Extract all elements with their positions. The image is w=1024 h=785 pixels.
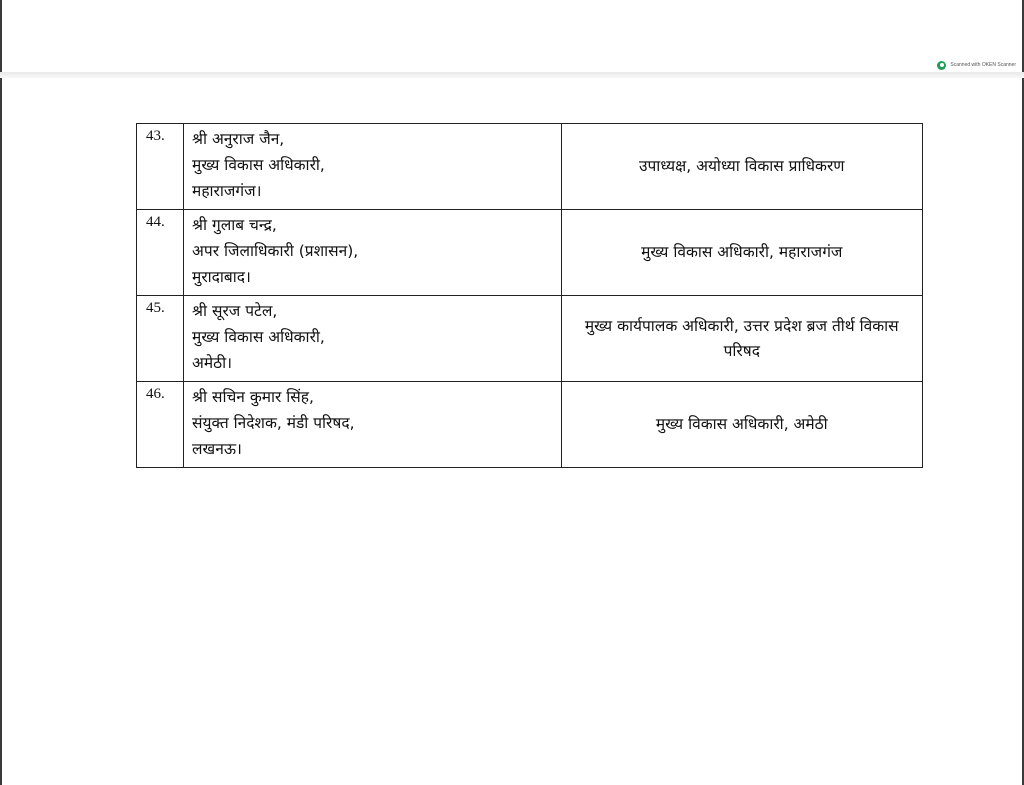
officer-location: मुरादाबाद। (192, 268, 251, 286)
serial-number: 44. (137, 210, 184, 296)
officer-details (184, 382, 561, 468)
scanner-logo-icon (937, 61, 946, 70)
new-post-text: मुख्य कार्यपालक अधिकारी, उत्तर प्रदेश ब्रज तीर्थ विकास परिषद (584, 316, 899, 360)
new-post-text: मुख्य विकास अधिकारी, अमेठी (655, 415, 828, 433)
officer-designation: संयुक्त निदेशक, मंडी परिषद, (192, 414, 355, 432)
table-row (137, 382, 923, 468)
new-post-text: उपाध्यक्ष, अयोध्या विकास प्राधिकरण (639, 157, 845, 175)
serial-number: 45. (137, 296, 184, 382)
officer-details (184, 296, 561, 382)
table-row (137, 124, 923, 210)
officer-designation: अपर जिलाधिकारी (प्रशासन), (192, 242, 359, 260)
officer-location: अमेठी। (192, 354, 233, 372)
new-post-text: मुख्य विकास अधिकारी, महाराजगंज (641, 243, 843, 261)
officer-name: श्री अनुराज जैन, (192, 130, 285, 148)
new-post (561, 296, 922, 382)
officer-designation: मुख्य विकास अधिकारी, (192, 156, 325, 174)
officer-name: श्री गुलाब चन्द्र, (192, 216, 277, 234)
new-post (561, 382, 922, 468)
table-row (137, 296, 923, 382)
table-row (137, 210, 923, 296)
scanner-watermark (937, 59, 1016, 71)
officer-name: श्री सचिन कुमार सिंह, (192, 388, 314, 406)
page-top-edge (0, 72, 1024, 78)
officer-designation: मुख्य विकास अधिकारी, (192, 328, 325, 346)
officer-location: महाराजगंज। (192, 182, 262, 200)
new-post (561, 210, 922, 296)
new-post (561, 124, 922, 210)
scanner-watermark-text: Scanned with OKEN Scanner (950, 62, 1016, 68)
officer-details (184, 210, 561, 296)
serial-number: 46. (137, 382, 184, 468)
transfer-table (136, 123, 923, 468)
officer-location: लखनऊ। (192, 440, 242, 458)
officer-details (184, 124, 561, 210)
serial-number: 43. (137, 124, 184, 210)
officer-name: श्री सूरज पटेल, (192, 302, 278, 320)
